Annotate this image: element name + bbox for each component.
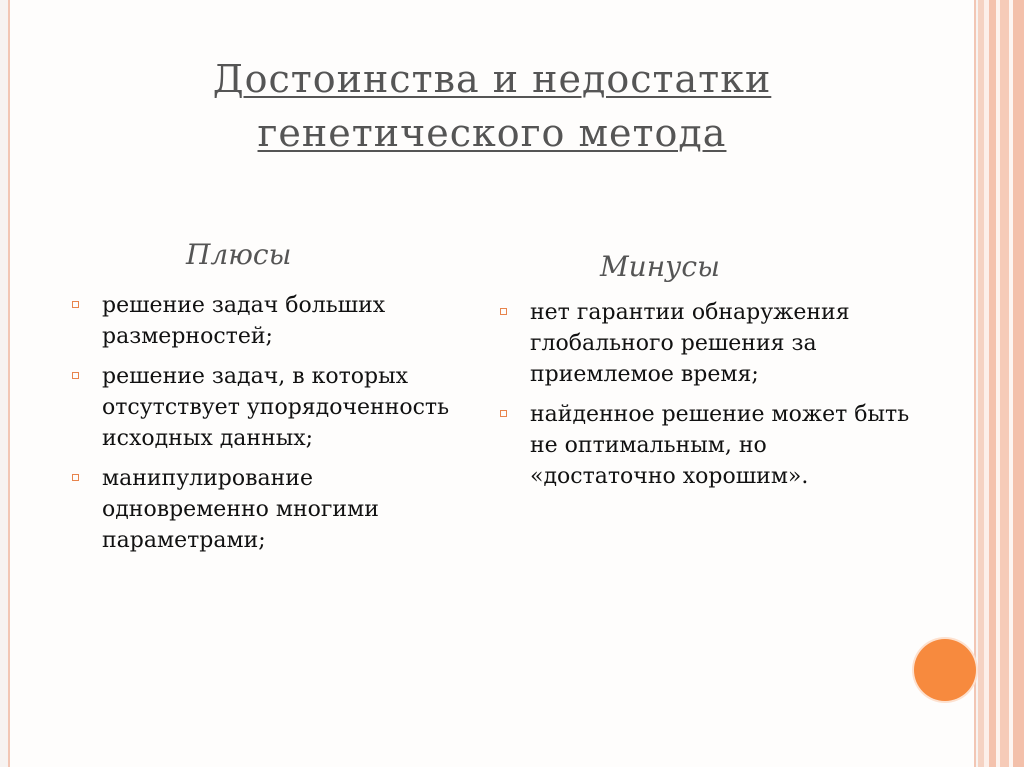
slide-canvas bbox=[8, 0, 976, 767]
cons-item bbox=[498, 297, 918, 390]
stripe bbox=[1000, 0, 1009, 767]
square-bullet-icon bbox=[72, 474, 79, 481]
cons-item bbox=[498, 399, 918, 492]
pros-heading: Плюсы bbox=[186, 238, 292, 271]
pros-item bbox=[70, 361, 470, 454]
decorative-stripes bbox=[978, 0, 1024, 767]
pros-item-text: решение задач больших размерностей; bbox=[102, 293, 386, 349]
title-line-2: генетического метода bbox=[257, 111, 727, 155]
cons-heading: Минусы bbox=[600, 250, 720, 283]
square-bullet-icon bbox=[72, 301, 79, 308]
cons-list bbox=[498, 297, 918, 501]
pros-item-text: решение задач, в которых отсутствует упорядоченность исходных данных; bbox=[102, 364, 450, 451]
stripe bbox=[989, 0, 996, 767]
pros-list bbox=[70, 290, 470, 565]
pros-item bbox=[70, 290, 470, 352]
pros-item bbox=[70, 463, 470, 556]
cons-item-text: нет гарантии обнаружения глобального решения за приемлемое время; bbox=[530, 300, 850, 387]
cons-item-text: найденное решение может быть не оптимальным, но «достаточно хорошим». bbox=[530, 402, 910, 489]
pros-item-text: манипулирование одновременно многими параметрами; bbox=[102, 466, 379, 553]
orange-circle-icon bbox=[914, 639, 976, 701]
slide-title bbox=[10, 52, 974, 160]
title-line-1: Достоинства и недостатки bbox=[212, 57, 772, 101]
square-bullet-icon bbox=[500, 308, 507, 315]
square-bullet-icon bbox=[500, 410, 507, 417]
square-bullet-icon bbox=[72, 372, 79, 379]
stripe bbox=[1013, 0, 1024, 767]
